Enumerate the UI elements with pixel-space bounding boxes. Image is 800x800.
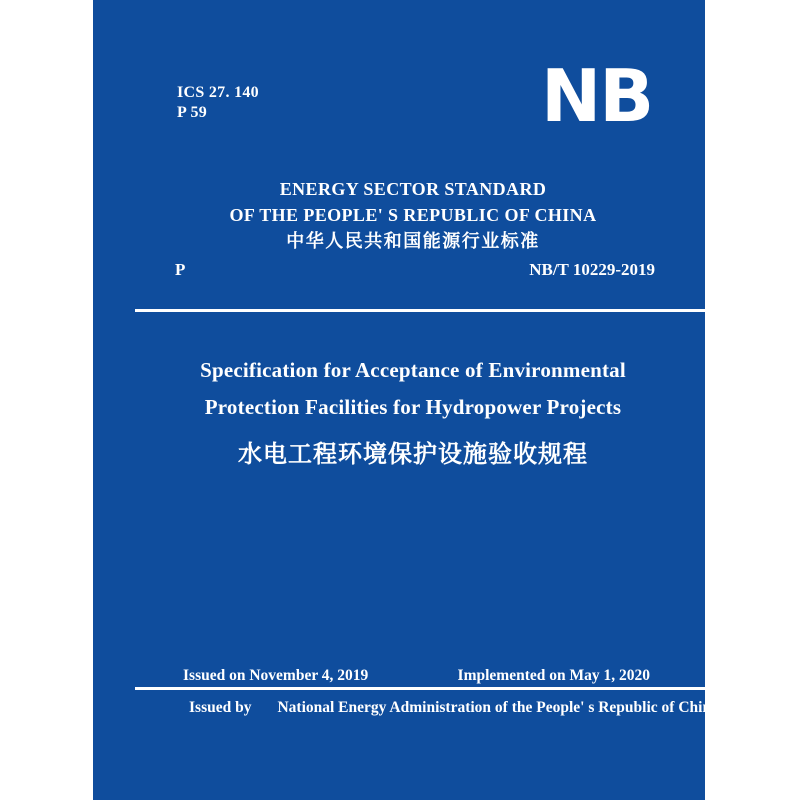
- issued-by-label: Issued by: [189, 699, 252, 716]
- top-divider-rule: [135, 309, 705, 312]
- org-name-en-line1: ENERGY SECTOR STANDARD: [279, 179, 547, 199]
- title-zh: 水电工程环境保护设施验收规程: [238, 442, 588, 468]
- standard-number: NB/T 10229-2019: [529, 260, 655, 279]
- org-name-zh: 中华人民共和国能源行业标准: [286, 231, 540, 251]
- class-letter: P: [175, 260, 186, 279]
- org-name-en-line2: OF THE PEOPLE' S REPUBLIC OF CHINA: [229, 205, 597, 225]
- ics-code: ICS 27. 140: [177, 84, 259, 101]
- issuer-row: [189, 699, 719, 717]
- title-en-line1: Specification for Acceptance of Environmental: [200, 358, 626, 382]
- standard-title-block: [121, 352, 705, 469]
- doc-class-code: P 59: [177, 104, 208, 121]
- title-en-line2: Protection Facilities for Hydropower Projects: [204, 395, 622, 419]
- implemented-date: Implemented on May 1, 2020: [457, 667, 650, 684]
- standard-cover: [93, 0, 719, 800]
- issued-by-value: National Energy Administration of the People' s Republic of China: [277, 699, 719, 716]
- bottom-divider-rule: [135, 687, 705, 690]
- issued-date: Issued on November 4, 2019: [183, 667, 369, 684]
- ics-classification-block: [177, 83, 259, 123]
- dates-row: [183, 667, 650, 685]
- standard-number-row: [175, 260, 655, 280]
- nb-logo: NB: [541, 54, 653, 138]
- issuing-org-header: [121, 176, 705, 255]
